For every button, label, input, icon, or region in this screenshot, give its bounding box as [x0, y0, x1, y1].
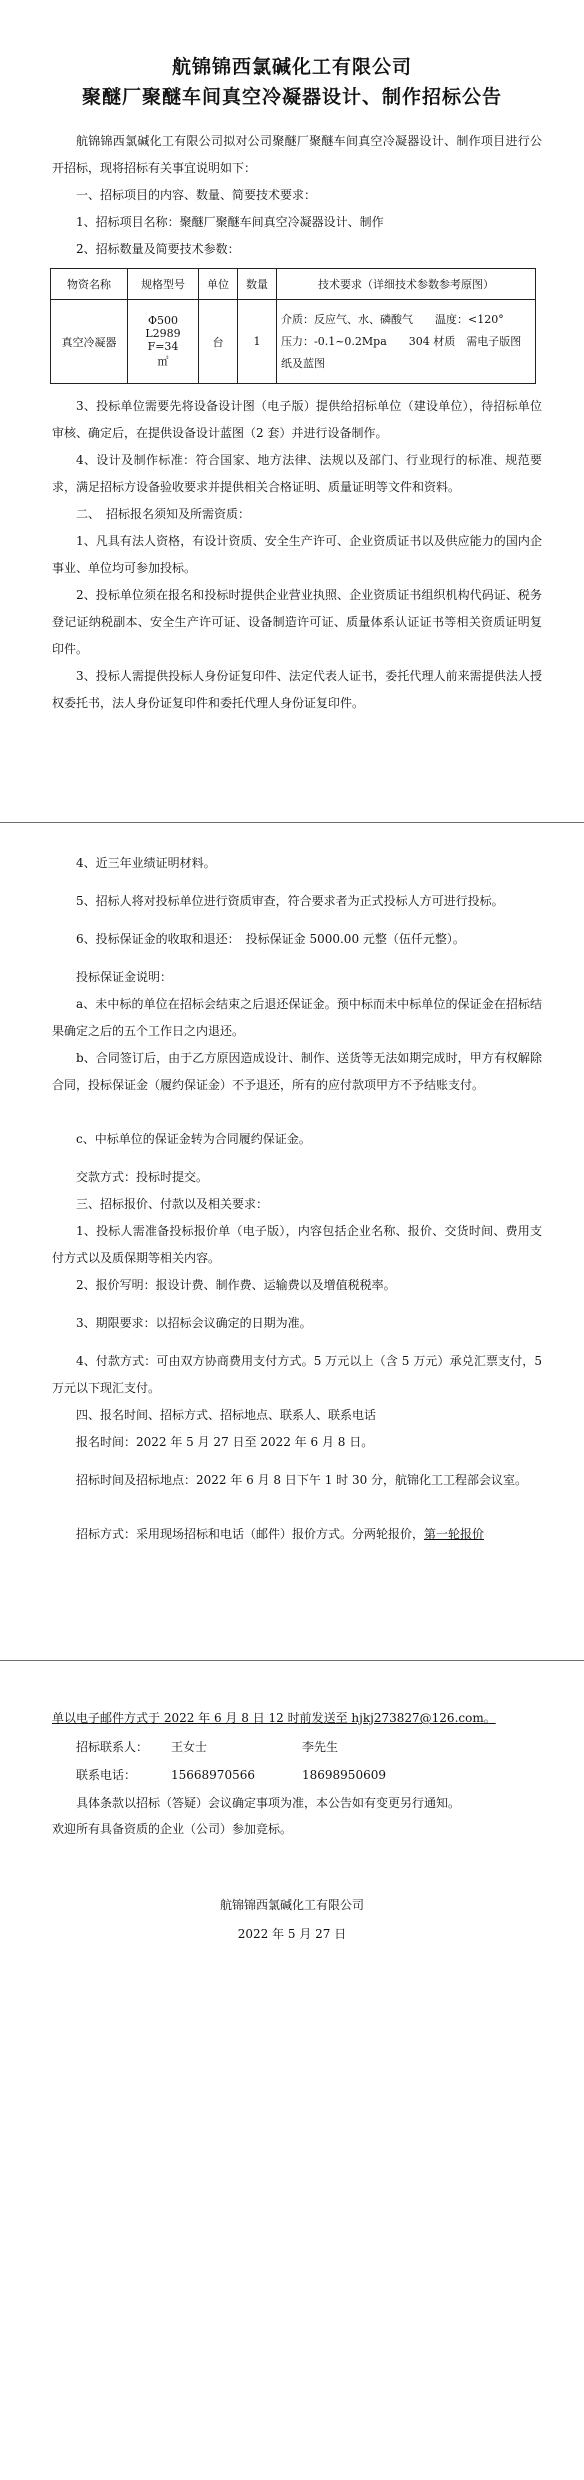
contact-2: 李先生: [302, 1740, 339, 1754]
change-note: 具体条款以招标（答疑）会议确定事项为准，本公告如有变更另行通知。: [76, 1796, 461, 1810]
table-header-row: [51, 269, 536, 300]
cell-qty: 1: [238, 300, 277, 384]
tech-drawing: 纸及蓝图: [281, 356, 325, 370]
cell-unit: 台: [199, 300, 238, 384]
requirement-4: 4、付款方式：可由双方协商费用支付方式。5 万元以上（含 5 万元）承兑汇票支付，5 万元以下现汇支付。: [52, 1354, 542, 1395]
page-2: [0, 823, 584, 1659]
table-header: 规格型号: [128, 269, 199, 300]
document-title: [0, 52, 584, 112]
deposit-a: a、未中标的单位在招标会结束之后退还保证金。预中标而未中标单位的保证金在招标结果确定之后的五个工作日之内退还。: [52, 997, 542, 1038]
qualification-3: 3、投标人需提供投标人身份证复印件、法定代表人证书，委托代理人前来需提供法人授权委托书，法人身份证复印件和委托代理人身份证复印件。: [52, 669, 542, 710]
title-project: 聚醚厂聚醚车间真空冷凝器设计、制作招标公告: [81, 86, 502, 108]
bid-method-first-round: 第一轮报价: [424, 1527, 485, 1541]
tech-pressure: 压力：-0.1~0.2Mpa 304 材质 需电子版图: [281, 334, 522, 348]
intro-paragraph: 航锦锦西氯碱化工有限公司拟对公司聚醚厂聚醚车间真空冷凝器设计、制作项目进行公开招标，现将招标有关事宜说明如下：: [52, 134, 542, 175]
signature-date: 2022 年 5 月 27 日: [237, 1927, 347, 1941]
deposit-b: b、合同签订后，由于乙方原因造成设计、制作、送货等无法如期完成时，甲方有权解除合同，投标保证金（履约保证金）不予退还，所有的应付款项甲方不予结账支付。: [52, 1051, 542, 1092]
signup-time: 报名时间：2022 年 5 月 27 日至 2022 年 6 月 8 日。: [76, 1435, 374, 1449]
qualification-5: 5、招标人将对投标单位进行资质审查，符合要求者为正式投标人方可进行投标。: [76, 894, 504, 908]
table-header: 单位: [199, 269, 238, 300]
qualification-4: 4、近三年业绩证明材料。: [76, 856, 216, 870]
section-3-heading: 三、招标报价、付款以及相关要求：: [76, 1197, 269, 1211]
qualification-2: 2、投标单位须在报名和投标时提供企业营业执照、企业资质证书组织机构代码证、税务登记证纳税副本、安全生产许可证、设备制造许可证、质量体系认证证书等相关资质证明复印件。: [52, 588, 542, 656]
signature-company: 航锦锦西氯碱化工有限公司: [219, 1898, 364, 1912]
phone-row: [52, 1762, 542, 1789]
bid-method: [52, 1521, 542, 1548]
table-header: 物资名称: [51, 269, 128, 300]
qualification-6: 6、投标保证金的收取和退还： 投标保证金 5000.00 元整（伍仟元整）。: [76, 932, 465, 946]
contacts-row: [52, 1734, 542, 1761]
item-3: 3、投标单位需要先将设备设计图（电子版）提供给招标单位（建设单位），待招标单位审核、确定后，在提供设备设计蓝图（2 套）并进行设备制作。: [52, 399, 542, 440]
tech-medium: 介质：反应气、水、磷酸气 温度：<120°: [281, 312, 504, 326]
spec-table: [50, 268, 536, 384]
item-4: 4、设计及制作标准：符合国家、地方法律、法规以及部门、行业现行的标准、规范要求，满足招标方设备验收要求并提供相关合格证明、质量证明等文件和资料。: [52, 453, 542, 494]
section-2-heading: 二、 招标报名须知及所需资质：: [76, 507, 251, 521]
table-header: 数量: [238, 269, 277, 300]
item-2: 2、招标数量及简要技术参数：: [76, 242, 240, 256]
payment-delivery: 交款方式：投标时提交。: [76, 1170, 209, 1184]
phone-1: 15668970566: [171, 1768, 255, 1782]
phone-label: 联系电话：: [76, 1768, 137, 1782]
welcome-line: 欢迎所有具备资质的企业（公司）参加竞标。: [52, 1822, 293, 1836]
contacts-label: 招标联系人：: [76, 1740, 149, 1754]
page-3: [0, 1661, 584, 2480]
title-company: 航锦锦西氯碱化工有限公司: [171, 56, 412, 78]
email-line: 单以电子邮件方式于 2022 年 6 月 8 日 12 时前发送至 hjkj273827@126.com。: [52, 1711, 496, 1725]
cell-tech: [277, 300, 536, 384]
requirement-3: 3、期限要求：以招标会议确定的日期为准。: [76, 1316, 312, 1330]
bid-method-text: 招标方式：采用现场招标和电话（邮件）报价方式。分两轮报价，: [76, 1527, 425, 1541]
deposit-title: 投标保证金说明：: [76, 970, 173, 984]
item-1: 1、招标项目名称：聚醚厂聚醚车间真空冷凝器设计、制作: [76, 215, 384, 229]
spec-area-unit: ㎡: [157, 355, 169, 368]
section-1-heading: 一、招标项目的内容、数量、简要技术要求：: [76, 188, 317, 202]
spec-diameter: Φ500: [147, 314, 178, 327]
section-4-heading: 四、报名时间、招标方式、招标地点、联系人、联系电话: [76, 1408, 377, 1422]
deposit-c: c、中标单位的保证金转为合同履约保证金。: [76, 1132, 311, 1146]
spec-length-area: L2989 F=34: [145, 327, 181, 353]
qualification-1: 1、凡具有法人资格，有设计资质、安全生产许可、企业资质证书以及供应能力的国内企事业、单位均可参加投标。: [52, 534, 542, 575]
cell-spec: [128, 300, 199, 384]
requirement-1: 1、投标人需准备投标报价单（电子版），内容包括企业名称、报价、交货时间、费用支付方式以及质保期等相关内容。: [52, 1224, 542, 1265]
bid-time-place: 招标时间及招标地点：2022 年 6 月 8 日下午 1 时 30 分，航锦化工工程部会议室。: [76, 1473, 528, 1487]
phone-2: 18698950609: [302, 1768, 386, 1782]
table-header: 技术要求（详细技术参数参考原图）: [277, 269, 536, 300]
requirement-2: 2、报价写明：报设计费、制作费、运输费以及增值税税率。: [76, 1278, 396, 1292]
table-row: [51, 300, 536, 384]
cell-name: 真空冷凝器: [51, 300, 128, 384]
contact-1: 王女士: [171, 1740, 208, 1754]
